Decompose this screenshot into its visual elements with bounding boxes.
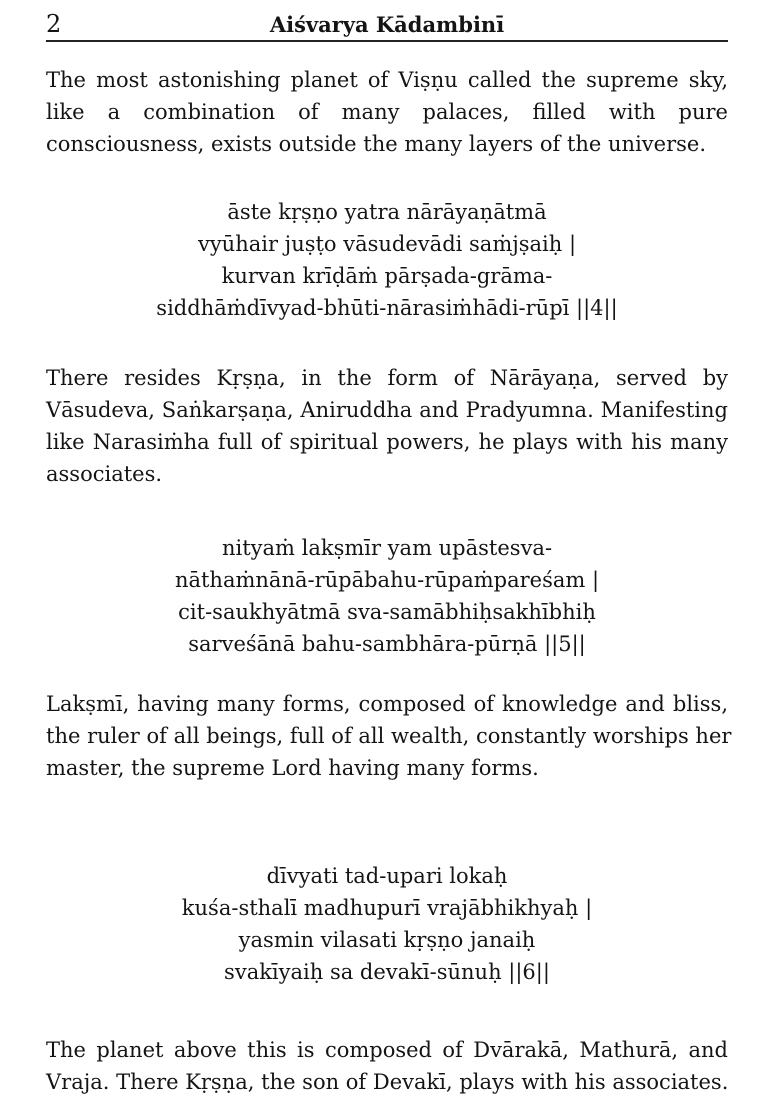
running-title: Aiśvarya Kādambinī — [269, 12, 505, 37]
verse-line: yasmin vilasati kṛṣṇo janaiḥ — [238, 928, 536, 952]
verse-line: vyūhair juṣṭo vāsudevādi saṁjṣaiḥ | — [197, 232, 577, 256]
paragraph-line: like Narasiṁha full of spiritual powers, he plays with his many — [46, 430, 728, 454]
verse — [46, 532, 728, 660]
verse-line: dīvyati tad-upari lokaḥ — [266, 864, 508, 888]
paragraph — [46, 1034, 728, 1098]
paragraph — [46, 64, 728, 160]
paragraph — [46, 362, 728, 490]
paragraph-line: associates. — [46, 462, 163, 486]
verse — [46, 860, 728, 988]
verse-line: nityaṁ lakṣmīr yam upāstesva- — [221, 536, 553, 560]
verse-line: svakīyaiḥ sa devakī-sūnuḥ ||6|| — [224, 960, 550, 984]
running-header — [46, 8, 728, 42]
verse — [46, 196, 728, 324]
paragraph-line: the ruler of all beings, full of all wealth, constantly worships her — [46, 724, 732, 748]
verse-line: cit-saukhyātmā sva-samābhiḥsakhībhiḥ — [178, 600, 596, 624]
paragraph-line: There resides Kṛṣṇa, in the form of Nārāyaṇa, served by — [46, 366, 728, 390]
verse-line: kurvan krīḍāṁ pārṣada-grāma- — [221, 264, 553, 288]
paragraph-line: The most astonishing planet of Viṣṇu called the supreme sky, — [46, 68, 728, 92]
verse-line: kuśa-sthalī madhupurī vrajābhikhyaḥ | — [181, 896, 593, 920]
verse-line: āste kṛṣṇo yatra nārāyaṇātmā — [227, 200, 547, 224]
paragraph-line: Lakṣmī, having many forms, composed of knowledge and bliss, — [46, 692, 728, 716]
paragraph-line: Vāsudeva, Saṅkarṣaṇa, Aniruddha and Pradyumna. Manifesting — [46, 398, 728, 422]
verse-line: sarveśānā bahu-sambhāra-pūrṇā ||5|| — [188, 632, 586, 656]
verse-line: nāthaṁnānā-rūpābahu-rūpaṁpareśam | — [174, 568, 600, 592]
page-number: 2 — [46, 10, 62, 38]
paragraph-line: The planet above this is composed of Dvārakā, Mathurā, and — [46, 1038, 728, 1062]
verse-line: siddhāṁdīvyad-bhūti-nārasiṁhādi-rūpī ||4|| — [156, 296, 618, 320]
paragraph-line: Vraja. There Kṛṣṇa, the son of Devakī, plays with his associates. — [46, 1070, 729, 1094]
paragraph — [46, 688, 732, 784]
paragraph-line: like a combination of many palaces, filled with pure — [46, 100, 728, 124]
paragraph-line: consciousness, exists outside the many layers of the universe. — [46, 132, 707, 156]
paragraph-line: master, the supreme Lord having many forms. — [46, 756, 539, 780]
